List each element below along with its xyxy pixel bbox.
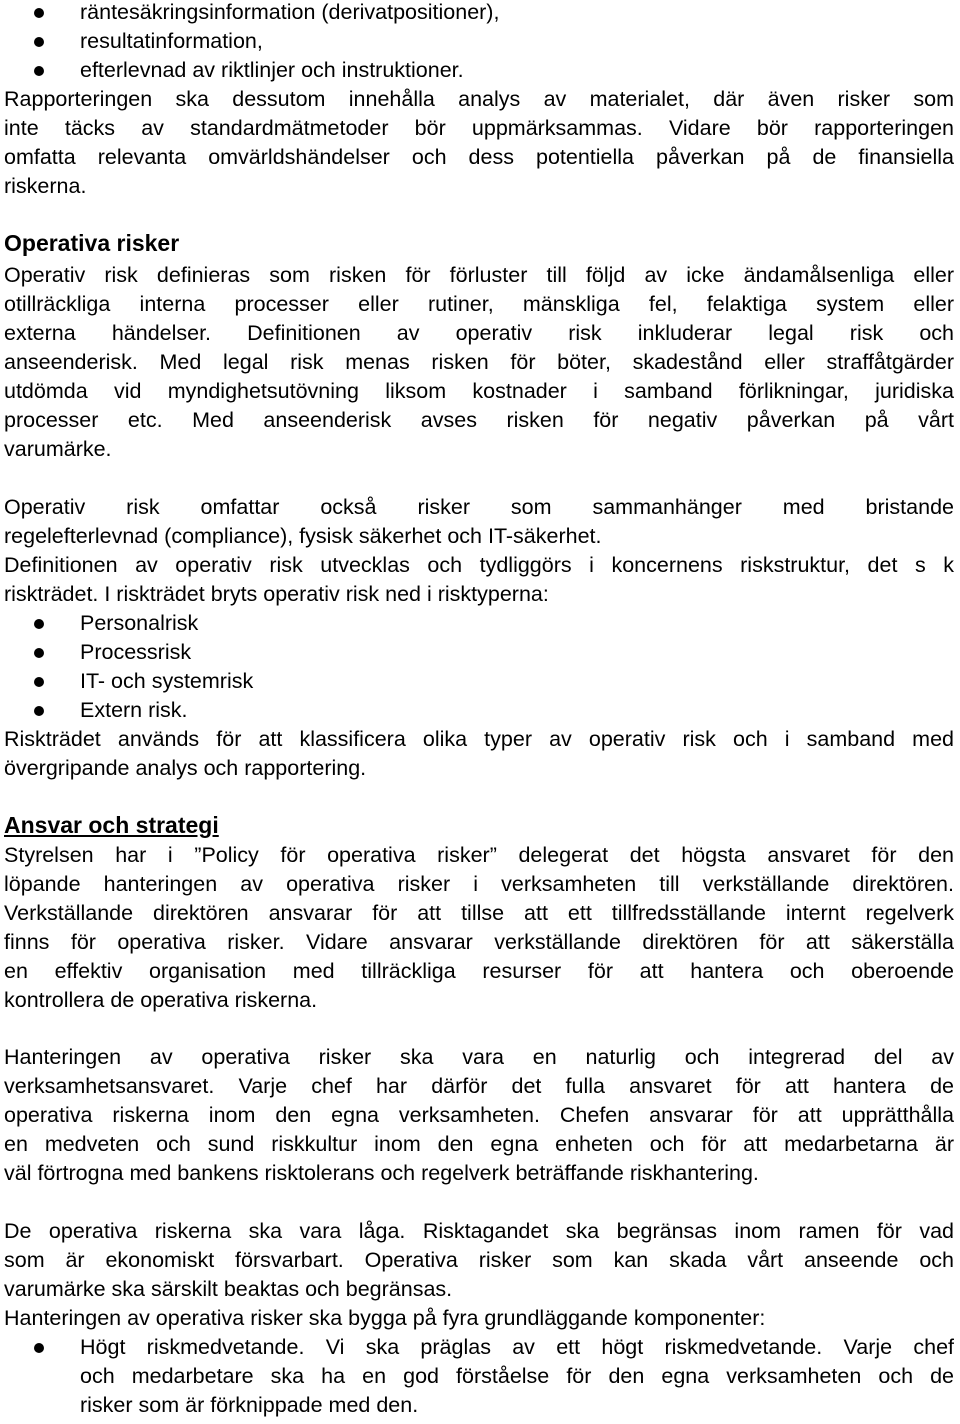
text-line: övergripande analys och rapportering.	[4, 756, 367, 780]
list-item: Processrisk	[80, 640, 192, 664]
list-item: Högt riskmedvetande. Vi ska präglas av ett högt riskmedvetande. Varje chef	[80, 1335, 954, 1359]
list-item: efterlevnad av riktlinjer och instruktioner.	[80, 58, 464, 82]
bullet-dot	[34, 619, 44, 629]
bullet-dot	[34, 66, 44, 76]
text-line: en medveten och sund riskkultur inom den egna enheten och för att medarbetarna är	[4, 1132, 954, 1156]
text-line: omfatta relevanta omvärldshändelser och dess potentiella påverkan på de finansiella	[4, 145, 954, 169]
text-line: finns för operativa risker. Vidare ansvarar verkställande direktören för att säkerställa	[4, 930, 954, 954]
text-line: processer etc. Med anseenderisk avses risken för negativ påverkan på vårt	[4, 408, 954, 432]
list-item: resultatinformation,	[80, 29, 263, 53]
text-line: en effektiv organisation med tillräckliga resurser för att hantera och oberoende	[4, 959, 954, 983]
text-line: otillräckliga interna processer eller rutiner, mänskliga fel, felaktiga system eller	[4, 292, 954, 316]
text-line: riskträdet. I riskträdet bryts operativ risk ned i risktyperna:	[4, 582, 549, 606]
text-line: kontrollera de operativa riskerna.	[4, 988, 318, 1012]
text-line: externa händelser. Definitionen av operativ risk inkluderar legal risk och	[4, 321, 954, 345]
text-line: verksamhetsansvaret. Varje chef har därför det fulla ansvaret för att hantera de	[4, 1074, 954, 1098]
text-line: operativa riskerna inom den egna verksamheten. Chefen ansvarar för att upprätthålla	[4, 1103, 954, 1127]
bullet-dot	[34, 37, 44, 47]
list-item: räntesäkringsinformation (derivatpositioner),	[80, 0, 500, 24]
bullet-dot	[34, 1343, 44, 1353]
bullet-dot	[34, 8, 44, 18]
bullet-dot	[34, 648, 44, 658]
text-line: anseenderisk. Med legal risk menas risken för böter, skadestånd eller straffåtgärder	[4, 350, 954, 374]
text-line: Verkställande direktören ansvarar för att tillse att ett tillfredsställande internt regelverk	[4, 901, 954, 925]
text-line: Styrelsen har i ”Policy för operativa risker” delegerat det högsta ansvaret för den	[4, 843, 954, 867]
text-line: Rapporteringen ska dessutom innehålla analys av materialet, där även risker som	[4, 87, 954, 111]
text-line: varumärke.	[4, 437, 112, 461]
text-line: utdömda vid myndighetsutövning liksom kostnader i samband förlikningar, juridiska	[4, 379, 954, 403]
text-line: Operativ risk omfattar också risker som sammanhänger med bristande	[4, 495, 954, 519]
bullet-dot	[34, 677, 44, 687]
section-heading-ansvar-och-strategi: Ansvar och strategi	[4, 812, 219, 838]
text-line: regelefterlevnad (compliance), fysisk säkerhet och IT-säkerhet.	[4, 524, 602, 548]
text-line: riskerna.	[4, 174, 87, 198]
text-line: inte täcks av standardmätmetoder bör uppmärksammas. Vidare bör rapporteringen	[4, 116, 954, 140]
text-line: De operativa riskerna ska vara låga. Risktagandet ska begränsas inom ramen för vad	[4, 1219, 954, 1243]
text-line: löpande hanteringen av operativa risker i verksamheten till verkställande direktören.	[4, 872, 954, 896]
text-line: Hanteringen av operativa risker ska bygga på fyra grundläggande komponenter:	[4, 1306, 766, 1330]
text-line: Operativ risk definieras som risken för förluster till följd av icke ändamålsenliga eller	[4, 263, 954, 287]
list-item: Personalrisk	[80, 611, 199, 635]
text-line: väl förtrogna med bankens risktolerans och regelverk beträffande riskhantering.	[4, 1161, 759, 1185]
list-item-continuation: och medarbetare ska ha en god förståelse för den egna verksamheten och de	[80, 1364, 954, 1388]
list-item: Extern risk.	[80, 698, 188, 722]
text-line: Definitionen av operativ risk utvecklas och tydliggörs i koncernens riskstruktur, det s k	[4, 553, 954, 577]
bullet-dot	[34, 706, 44, 716]
list-item-continuation: risker som är förknippade med den.	[80, 1393, 419, 1417]
text-line: som är ekonomiskt försvarbart. Operativa risker som kan skada vårt anseende och	[4, 1248, 954, 1272]
text-line: varumärke ska särskilt beaktas och begränsas.	[4, 1277, 453, 1301]
text-line: Hanteringen av operativa risker ska vara en naturlig och integrerad del av	[4, 1045, 954, 1069]
text-line: Riskträdet används för att klassificera olika typer av operativ risk och i samband med	[4, 727, 954, 751]
list-item: IT- och systemrisk	[80, 669, 254, 693]
section-heading-operativa-risker: Operativa risker	[4, 230, 180, 256]
